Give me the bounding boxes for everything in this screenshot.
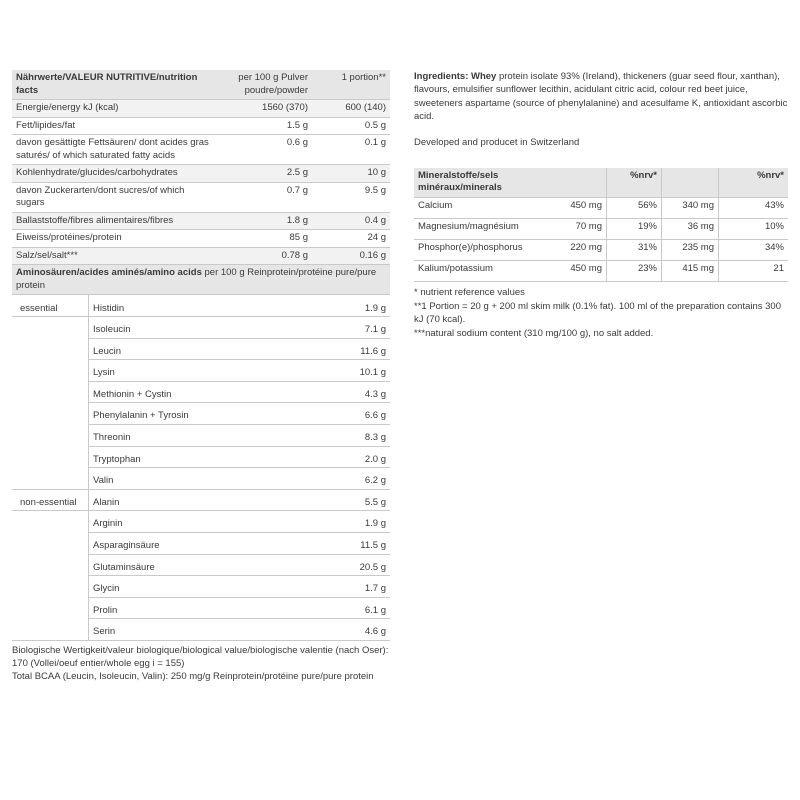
amino-value: 4.6 g bbox=[275, 619, 390, 641]
mineral-per100: 70 mg bbox=[550, 218, 607, 239]
nutrient-per100: 0.78 g bbox=[216, 247, 312, 265]
amino-name: Threonin bbox=[89, 425, 276, 447]
nutrition-table bbox=[12, 70, 390, 295]
amino-name: Glutaminsäure bbox=[89, 554, 276, 576]
amino-category-blank bbox=[12, 317, 89, 339]
amino-row bbox=[12, 532, 390, 554]
amino-name: Serin bbox=[89, 619, 276, 641]
nutrient-portion: 10 g bbox=[312, 165, 390, 183]
amino-category-blank bbox=[12, 425, 89, 447]
mineral-portion: 415 mg bbox=[662, 260, 719, 281]
nutrient-per100: 1.8 g bbox=[216, 212, 312, 230]
mineral-per100: 450 mg bbox=[550, 260, 607, 281]
nutrient-per100: 0.7 g bbox=[216, 182, 312, 212]
mineral-nrv-per100: 31% bbox=[607, 239, 662, 260]
nutrient-label: Eiweiss/protéines/protein bbox=[12, 230, 216, 248]
amino-category-blank bbox=[12, 619, 89, 641]
amino-row bbox=[12, 576, 390, 598]
mineral-portion: 235 mg bbox=[662, 239, 719, 260]
nutrient-label: davon gesättigte Fettsäuren/ dont acides gras saturés/ of which saturated fatty acids bbox=[12, 135, 216, 165]
nutrient-portion: 24 g bbox=[312, 230, 390, 248]
mineral-portion: 340 mg bbox=[662, 197, 719, 218]
amino-value: 5.5 g bbox=[275, 489, 390, 511]
ingredients-label: Ingredients: Whey bbox=[414, 71, 497, 82]
nutrition-row bbox=[12, 230, 390, 248]
nutrient-portion: 0.16 g bbox=[312, 247, 390, 265]
left-column bbox=[12, 70, 390, 683]
ingredients-body: protein isolate 93% (Ireland), thickeners (guar seed flour, xanthan), flavours, emulsifier sunflower lecithin, acidulant citric acid, colour red beet juice, sweeteners aspartame (source of phenylalanine) and acesulfame K, antioxidant ascorbic acid. bbox=[414, 71, 788, 122]
nutrient-per100: 1.5 g bbox=[216, 117, 312, 135]
amino-value: 4.3 g bbox=[275, 381, 390, 403]
mineral-portion: 36 mg bbox=[662, 218, 719, 239]
amino-name: Methionin + Cystin bbox=[89, 381, 276, 403]
nutrient-label: Energie/energy kJ (kcal) bbox=[12, 100, 216, 118]
amino-value: 6.6 g bbox=[275, 403, 390, 425]
amino-header-rest: per 100 g Reinprotein/protéine pure/pure protein bbox=[16, 267, 377, 291]
developed-note: Developed and producet in Switzerland bbox=[414, 137, 580, 149]
mineral-nrv-portion: 21 bbox=[719, 260, 789, 281]
nutrient-per100: 85 g bbox=[216, 230, 312, 248]
amino-category-blank bbox=[12, 446, 89, 468]
mineral-row bbox=[414, 218, 788, 239]
minerals-header: Mineralstoffe/sels minéraux/minerals bbox=[414, 168, 550, 198]
amino-name: Glycin bbox=[89, 576, 276, 598]
amino-row bbox=[12, 511, 390, 533]
amino-row bbox=[12, 338, 390, 360]
amino-row bbox=[12, 403, 390, 425]
mineral-row bbox=[414, 197, 788, 218]
right-column bbox=[414, 70, 788, 341]
amino-name: Histidin bbox=[89, 295, 276, 316]
nutrient-portion: 600 (140) bbox=[312, 100, 390, 118]
minerals-header-blank bbox=[550, 168, 607, 198]
amino-category: essential bbox=[12, 295, 89, 316]
nutrition-row bbox=[12, 212, 390, 230]
amino-name: Arginin bbox=[89, 511, 276, 533]
mineral-per100: 450 mg bbox=[550, 197, 607, 218]
amino-name: Tryptophan bbox=[89, 446, 276, 468]
amino-name: Leucin bbox=[89, 338, 276, 360]
nutrition-row bbox=[12, 100, 390, 118]
nrv-header-1: %nrv* bbox=[607, 168, 662, 198]
nutrition-row bbox=[12, 165, 390, 183]
amino-category-blank bbox=[12, 576, 89, 598]
amino-name: Lysin bbox=[89, 360, 276, 382]
minerals-header-row bbox=[414, 168, 788, 198]
amino-category-blank bbox=[12, 338, 89, 360]
amino-value: 7.1 g bbox=[275, 317, 390, 339]
nutrient-label: davon Zuckerarten/dont sucres/of which sugars bbox=[12, 182, 216, 212]
bcaa-note: Total BCAA (Leucin, Isoleucin, Valin): 250 mg/g Reinprotein/protéine pure/pure protein bbox=[12, 670, 374, 682]
nrv-note: * nutrient reference values bbox=[414, 286, 525, 298]
amino-value: 10.1 g bbox=[275, 360, 390, 382]
mineral-row bbox=[414, 260, 788, 281]
amino-name: Phenylalanin + Tyrosin bbox=[89, 403, 276, 425]
amino-value: 1.9 g bbox=[275, 511, 390, 533]
nutrition-header-label: Nährwerte/VALEUR NUTRITIVE/nutrition facts bbox=[12, 70, 216, 100]
amino-category-blank bbox=[12, 403, 89, 425]
amino-header-row bbox=[12, 265, 390, 295]
footnotes-left bbox=[12, 645, 390, 683]
amino-value: 2.0 g bbox=[275, 446, 390, 468]
minerals-header-blank bbox=[662, 168, 719, 198]
notes bbox=[414, 286, 788, 341]
amino-category-blank bbox=[12, 554, 89, 576]
amino-category-blank bbox=[12, 360, 89, 382]
nutrient-portion: 0.5 g bbox=[312, 117, 390, 135]
amino-name: Valin bbox=[89, 468, 276, 490]
amino-row bbox=[12, 317, 390, 339]
amino-category-blank bbox=[12, 511, 89, 533]
mineral-name: Calcium bbox=[414, 197, 550, 218]
amino-value: 8.3 g bbox=[275, 425, 390, 447]
nutrient-portion: 0.1 g bbox=[312, 135, 390, 165]
amino-value: 1.9 g bbox=[275, 295, 390, 316]
amino-category-blank bbox=[12, 532, 89, 554]
ingredients-text bbox=[414, 70, 788, 123]
nutrition-row bbox=[12, 135, 390, 165]
nutrition-header-row bbox=[12, 70, 390, 100]
mineral-nrv-portion: 10% bbox=[719, 218, 789, 239]
nutrient-label: Ballaststoffe/fibres alimentaires/fibres bbox=[12, 212, 216, 230]
amino-name: Prolin bbox=[89, 597, 276, 619]
nutrition-header-per100: per 100 g Pulver poudre/powder bbox=[216, 70, 312, 100]
nutrition-row bbox=[12, 247, 390, 265]
nutrient-per100: 2.5 g bbox=[216, 165, 312, 183]
amino-value: 6.2 g bbox=[275, 468, 390, 490]
mineral-name: Magnesium/magnésium bbox=[414, 218, 550, 239]
amino-header bbox=[12, 265, 390, 295]
mineral-per100: 220 mg bbox=[550, 239, 607, 260]
amino-row bbox=[12, 446, 390, 468]
portion-note: **1 Portion = 20 g + 200 ml skim milk (0.1% fat). 100 ml of the preparation contains 300 kJ (70 kcal). bbox=[414, 300, 781, 326]
nrv-header-2: %nrv* bbox=[719, 168, 789, 198]
amino-value: 11.5 g bbox=[275, 532, 390, 554]
amino-category-blank bbox=[12, 381, 89, 403]
nutrient-label: Salz/sel/salt*** bbox=[12, 247, 216, 265]
mineral-name: Phosphor(e)/phosphorus bbox=[414, 239, 550, 260]
mineral-row bbox=[414, 239, 788, 260]
amino-category-blank bbox=[12, 597, 89, 619]
mineral-name: Kalium/potassium bbox=[414, 260, 550, 281]
sodium-note: ***natural sodium content (310 mg/100 g), no salt added. bbox=[414, 328, 654, 340]
amino-row bbox=[12, 489, 390, 511]
amino-value: 1.7 g bbox=[275, 576, 390, 598]
amino-row bbox=[12, 619, 390, 641]
minerals-table bbox=[414, 168, 788, 282]
nutrition-row bbox=[12, 117, 390, 135]
amino-row bbox=[12, 295, 390, 316]
amino-row bbox=[12, 425, 390, 447]
amino-table bbox=[12, 295, 390, 641]
amino-row bbox=[12, 597, 390, 619]
nutrition-row bbox=[12, 182, 390, 212]
amino-value: 11.6 g bbox=[275, 338, 390, 360]
amino-category: non-essential bbox=[12, 489, 89, 511]
amino-value: 20.5 g bbox=[275, 554, 390, 576]
mineral-nrv-per100: 19% bbox=[607, 218, 662, 239]
amino-name: Isoleucin bbox=[89, 317, 276, 339]
amino-row bbox=[12, 468, 390, 490]
nutrient-label: Fett/lipides/fat bbox=[12, 117, 216, 135]
amino-header-title: Aminosäuren/acides aminés/amino acids bbox=[16, 267, 202, 279]
amino-row bbox=[12, 554, 390, 576]
nutrition-header-portion: 1 portion** bbox=[312, 70, 390, 100]
nutrient-portion: 9.5 g bbox=[312, 182, 390, 212]
nutrient-label: Kohlenhydrate/glucides/carbohydrates bbox=[12, 165, 216, 183]
amino-value: 6.1 g bbox=[275, 597, 390, 619]
nutrient-per100: 1560 (370) bbox=[216, 100, 312, 118]
mineral-nrv-portion: 43% bbox=[719, 197, 789, 218]
nutrient-per100: 0.6 g bbox=[216, 135, 312, 165]
amino-row bbox=[12, 381, 390, 403]
amino-category-blank bbox=[12, 468, 89, 490]
mineral-nrv-per100: 23% bbox=[607, 260, 662, 281]
amino-name: Alanin bbox=[89, 489, 276, 511]
nutrient-portion: 0.4 g bbox=[312, 212, 390, 230]
amino-row bbox=[12, 360, 390, 382]
mineral-nrv-per100: 56% bbox=[607, 197, 662, 218]
amino-name: Asparaginsäure bbox=[89, 532, 276, 554]
biological-value-note: Biologische Wertigkeit/valeur biologique/biological value/biologische valentie (nach Oser): 170 (Vollei/oeuf entier/whole egg i = 155) bbox=[12, 644, 389, 669]
mineral-nrv-portion: 34% bbox=[719, 239, 789, 260]
